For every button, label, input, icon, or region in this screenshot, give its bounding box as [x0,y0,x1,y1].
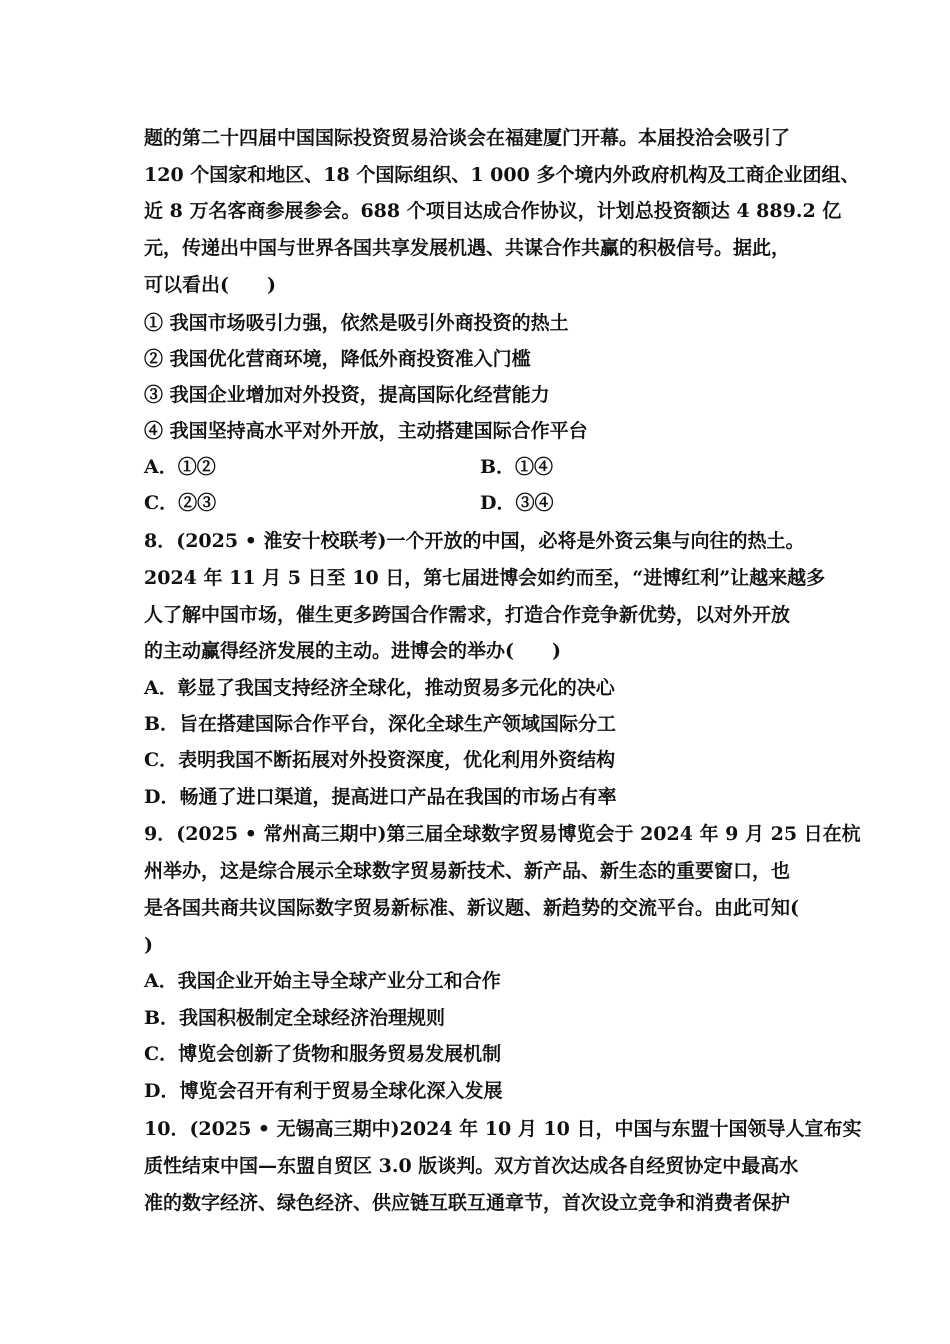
q7-line-1: 题的第二十四届中国国际投资贸易洽谈会在福建厦门开幕。本届投洽会吸引了 [144,127,791,149]
q9-option-a[interactable]: A．我国企业开始主导全球产业分工和合作 [144,970,501,992]
q8-option-c[interactable]: C．表明我国不断拓展对外投资深度，优化利用外资结构 [144,749,616,771]
q8-option-a[interactable]: A．彰显了我国支持经济全球化，推动贸易多元化的决心 [144,677,615,699]
q7-option-d[interactable]: D．③④ [480,492,554,514]
q7-statement-4: ④ 我国坚持高水平对外开放，主动搭建国际合作平台 [144,420,588,442]
q7-line-4: 元，传递出中国与世界各国共享发展机遇、共谋合作共赢的积极信号。据此， [144,237,791,259]
q8-line-2: 2024 年 11 月 5 日至 10 日，第七届进博会如约而至，“进博红利”让越来越多 [144,567,826,589]
q7-options-row-1 [144,454,824,480]
q7-option-c[interactable]: C．②③ [144,492,217,514]
q9-line-1: 9．(2025 • 常州高三期中)第三届全球数字贸易博览会于 2024 年 9 月 25 日在杭 [144,823,861,845]
q9-line-2: 州举办，这是综合展示全球数字贸易新技术、新产品、新生态的重要窗口，也 [144,860,791,882]
q10-line-1: 10．(2025 • 无锡高三期中)2024 年 10 月 10 日，中国与东盟十国领导人宣布实 [144,1118,862,1140]
q7-statement-3: ③ 我国企业增加对外投资，提高国际化经营能力 [144,384,550,406]
q7-statement-1: ① 我国市场吸引力强，依然是吸引外商投资的热土 [144,312,569,334]
q7-line-5: 可以看出( ) [144,274,276,296]
q9-option-c[interactable]: C．博览会创新了货物和服务贸易发展机制 [144,1043,502,1065]
q9-option-d[interactable]: D．博览会召开有利于贸易全球化深入发展 [144,1080,503,1102]
q9-line-3: 是各国共商共议国际数字贸易新标准、新议题、新趋势的交流平台。由此可知( [144,897,799,919]
q7-option-a[interactable]: A．①② [144,456,216,478]
q8-option-d[interactable]: D．畅通了进口渠道，提高进口产品在我国的市场占有率 [144,786,617,808]
q10-line-2: 质性结束中国—东盟自贸区 3.0 版谈判。双方首次达成各自经贸协定中最高水 [144,1155,799,1177]
q7-options-row-2 [144,490,824,516]
q7-statement-2: ② 我国优化营商环境，降低外商投资准入门槛 [144,348,531,370]
q7-line-2: 120 个国家和地区、18 个国际组织、1 000 多个境内外政府机构及工商企业团组、 [144,164,860,186]
q9-line-4: ) [144,934,153,956]
q9-option-b[interactable]: B．我国积极制定全球经济治理规则 [144,1007,446,1029]
q7-option-b[interactable]: B．①④ [480,456,554,478]
q8-line-4: 的主动赢得经济发展的主动。进博会的举办( ) [144,640,561,662]
q7-line-3: 近 8 万名客商参展参会。688 个项目达成合作协议，计划总投资额达 4 889.2 亿 [144,200,842,222]
q10-line-3: 准的数字经济、绿色经济、供应链互联互通章节，首次设立竞争和消费者保护 [144,1192,791,1214]
q8-line-3: 人了解中国市场，催生更多跨国合作需求，打造合作竞争新优势，以对外开放 [144,604,791,626]
q8-line-1: 8．(2025 • 淮安十校联考)一个开放的中国，必将是外资云集与向往的热土。 [144,530,805,552]
q8-option-b[interactable]: B．旨在搭建国际合作平台，深化全球生产领域国际分工 [144,713,617,735]
